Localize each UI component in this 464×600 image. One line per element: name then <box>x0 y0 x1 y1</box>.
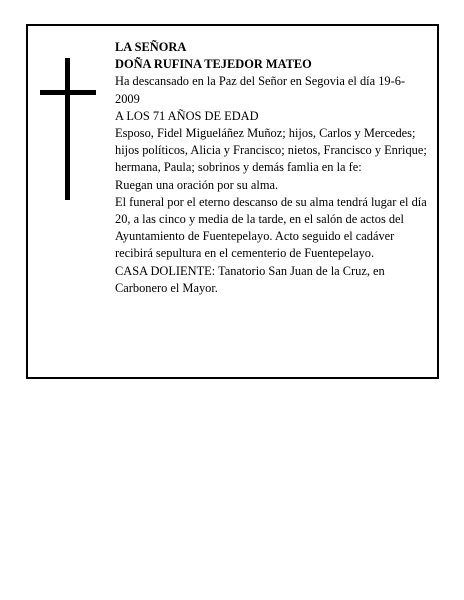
age-statement: A LOS 71 AÑOS DE EDAD <box>115 108 259 123</box>
funeral-details: El funeral por el eterno descanso de su alma tendrá lugar el día 20, a las cinco y media de la tarde, en el salón de actos del Ayuntamiento de Fuentepelayo. Acto seguido el cadáver recibirá sepultura en el cementerio de Fuentepelayo. <box>115 194 427 261</box>
family-statement: Esposo, Fidel Migueláñez Muñoz; hijos, Carlos y Mercedes; hijos políticos, Alicia y Francisco; nietos, Francisco y Enrique; hermana, Paula; sobrinos y demás famlia en la fe: <box>115 126 427 175</box>
prayer-request: Ruegan una oración por su alma. <box>115 177 279 192</box>
notice-text <box>115 39 429 297</box>
cross-icon <box>40 58 96 200</box>
notice-heading: LA SEÑORA <box>115 40 187 54</box>
cross-vertical-bar <box>65 58 70 200</box>
death-statement: Ha descansado en la Paz del Señor en Segovia el día 19-6-2009 <box>115 74 406 106</box>
obituary-notice <box>26 24 439 379</box>
cross-horizontal-bar <box>40 90 96 95</box>
mourning-house: CASA DOLIENTE: Tanatorio San Juan de la Cruz, en Carbonero el Mayor. <box>115 263 385 295</box>
deceased-name: DOÑA RUFINA TEJEDOR MATEO <box>115 57 312 72</box>
